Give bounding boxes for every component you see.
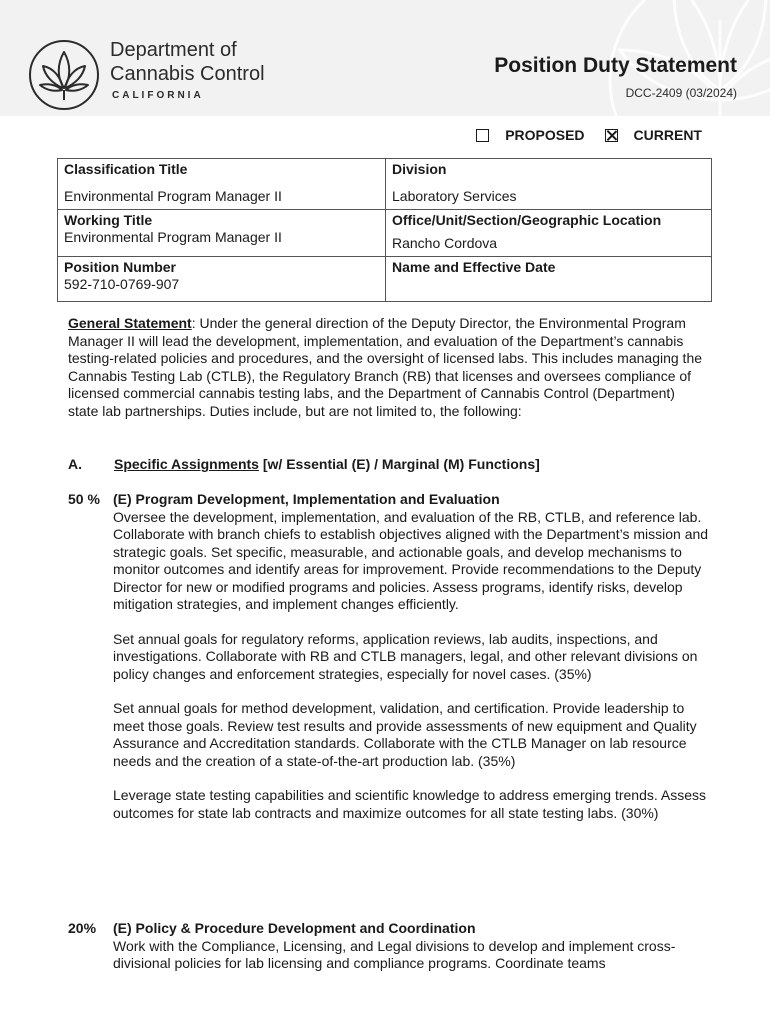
working-title-label: Working Title (64, 212, 153, 228)
dcc-logo-icon (27, 38, 101, 112)
position-number-value[interactable]: 592-710-0769-907 (64, 276, 180, 292)
duty-percent: 50 % (68, 491, 100, 507)
department-name: Department of Cannabis Control (110, 39, 265, 85)
status-checkboxes (476, 127, 702, 143)
duty-title: (E) Program Development, Implementation and Evaluation (113, 491, 500, 507)
name-date-cell (386, 257, 712, 302)
division-value[interactable]: Laboratory Services (392, 188, 517, 204)
name-date-label: Name and Effective Date (392, 259, 556, 275)
duty-paragraph: Work with the Compliance, Licensing, and Legal divisions to develop and implement cross-divisional policies for lab licensing and compliance programs. Coordinate teams (113, 937, 676, 971)
classification-cell (58, 159, 386, 210)
general-statement (68, 315, 708, 420)
office-label: Office/Unit/Section/Geographic Location (392, 212, 662, 228)
duty-paragraph: Oversee the development, implementation, and evaluation of the RB, CTLB, and reference lab. Collaborate with branch chiefs to establish objectives aligned with the Department’s mission and strategic goals. Set specific, measurable, and actionable goals, and develop mechanisms to monitor outcomes and identify areas for improvement. Provide recommendations to the Deputy Director for new or modified programs and policies. Assess programs, identify risks, develop mitigation strategies, and implement changes efficiently. (113, 508, 709, 612)
office-value[interactable]: Rancho Cordova (392, 235, 498, 251)
general-statement-label: General Statement (68, 315, 192, 331)
department-state: CALIFORNIA (112, 90, 204, 101)
position-number-cell (58, 257, 386, 302)
section-a-heading (68, 456, 540, 472)
general-statement-text: : Under the general direction of the Deputy Director, the Environmental Program Manager II will lead the development, implementation, and evaluation of the Department’s cannabis testing-related policies and procedures, and the oversight of licensed labs. This includes managing the Cannabis Testing Lab (CTLB), the Regulatory Branch (RB) that licenses and oversees compliance of licensed commercial cannabis testing labs, and the Department of Cannabis Control (Department) state lab partnerships. Duties include, but are not limited to, the following: (68, 315, 703, 419)
section-title: Specific Assignments (114, 456, 259, 472)
position-info-table (57, 158, 712, 302)
working-title-value[interactable]: Environmental Program Manager II (64, 229, 282, 245)
division-cell (386, 159, 712, 210)
duty-block (113, 491, 713, 822)
classification-value[interactable]: Environmental Program Manager II (64, 188, 282, 204)
section-subtitle: [w/ Essential (E) / Marginal (M) Functions] (258, 456, 540, 472)
working-title-cell (58, 210, 386, 257)
office-cell (386, 210, 712, 257)
division-label: Division (392, 161, 447, 177)
form-code: DCC-2409 (03/2024) (625, 86, 737, 100)
position-number-label: Position Number (64, 259, 177, 275)
duty-paragraph: Leverage state testing capabilities and scientific knowledge to address emerging trends. Assess outcomes for state lab contracts and maximize outcomes for all state testing labs. (30%) (113, 787, 707, 821)
duty-block (113, 920, 713, 990)
page-header (0, 0, 770, 116)
current-label: CURRENT (633, 127, 702, 143)
current-checkbox[interactable] (605, 129, 618, 142)
proposed-checkbox[interactable] (476, 129, 489, 142)
duty-paragraph: Set annual goals for regulatory reforms, application reviews, lab audits, inspections, and investigations. Collaborate with RB and CTLB managers, legal, and other relevant divisions on policy changes and enforcement strategies, especially for novel cases. (35%) (113, 630, 698, 682)
duty-paragraph: Set annual goals for method development, validation, and certification. Provide leadership to meet those goals. Review test results and provide assessments of new equipment and Quality Assurance and Accreditation standards. Collaborate with the CTLB Manager on lab resource needs and the creation of a state-of-the-art production lab. (35%) (113, 700, 697, 769)
duty-title: (E) Policy & Procedure Development and Coordination (113, 920, 476, 936)
duty-percent: 20% (68, 920, 97, 936)
section-letter: A. (68, 456, 82, 472)
classification-label: Classification Title (64, 161, 188, 177)
document-title: Position Duty Statement (494, 54, 737, 77)
proposed-label: PROPOSED (505, 127, 585, 143)
